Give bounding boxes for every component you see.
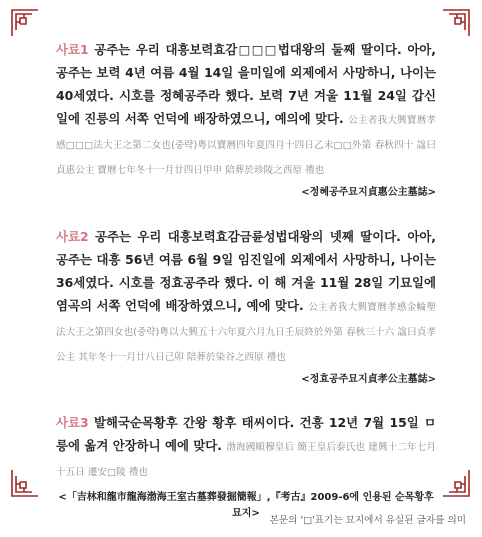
corner-ornament-icon xyxy=(10,8,40,38)
source-caption: <정혜공주묘지貞惠公主墓誌> xyxy=(301,187,436,198)
source-korean-text: 공주는 우리 대흥보력효감금륜성법대왕의 넷째 딸이다. 아아, 공주는 대흥 56년 여름 6월 9일 임진일에 외제에서 사망하니, 나이는 36세였다. 시호를 정효공주라 했다. 이 해 겨울 11월 28일 기묘일에 염곡의 서쪽 언덕에 배장하였으니, 예에 맞다. xyxy=(56,229,436,313)
corner-ornament-icon xyxy=(441,468,471,498)
source-korean-text: 발해국순목황후 간왕 황후 태씨이다. 건흥 12년 7월 15일 ㅁ릉에 옮겨 안장하니 예에 맞다. xyxy=(56,415,436,453)
source-2-paragraph xyxy=(56,225,436,369)
source-korean-text: 공주는 우리 대흥보력효감□□□법대왕의 둘째 딸이다. 아아, 공주는 보력 4년 여름 4월 14일 을미일에 외제에서 사망하니, 나이는 40세였다. 시호를 정혜공주라 했다. 보력 7년 겨울 11월 24일 갑신일에 진릉의 서쪽 언덕에 배장하였으니, 예의에 맞다. xyxy=(56,42,436,126)
source-caption: <「吉林和龍市龍海渤海王室古墓葬發掘簡報」,『考古』2009-6에 인용된 순목황후묘지> xyxy=(58,492,434,519)
document-body xyxy=(56,38,436,522)
source-1-paragraph xyxy=(56,38,436,182)
source-hanja-text: 公主者我大興寶曆孝感金輪聖法大王之第四女也(중략)粤以大興五十六年夏六月九日壬辰終於外第 春秋三十六 諡曰貞孝公主 其年冬十一月廿八日己卯 陪葬於染谷之西原 禮也 xyxy=(56,302,436,363)
source-hanja-text: 公主者我大興寶曆孝感□□□法大王之第二女也(중략)粤以寶曆四年夏四月十四日乙未□□外第 春秋四十 諡曰貞惠公主 寶曆七年冬十一月廿四日甲申 陪葬於珍陵之西原 禮也 xyxy=(56,115,437,176)
corner-ornament-icon xyxy=(10,468,40,498)
source-label: 사료3 xyxy=(56,415,89,430)
corner-ornament-icon xyxy=(441,8,471,38)
source-caption: <정효공주묘지貞孝公主墓誌> xyxy=(301,374,436,385)
source-hanja-text: 渤海國順穆皇后 簡王皇后泰氏也 建興十二年七月十五日 遷安□陵 禮也 xyxy=(56,442,436,478)
footnote: 본문의 '□'표기는 묘지에서 유실된 글자를 의미 xyxy=(269,515,466,526)
source-label: 사료1 xyxy=(56,42,89,57)
source-label: 사료2 xyxy=(56,229,89,244)
source-3-paragraph xyxy=(56,411,436,484)
